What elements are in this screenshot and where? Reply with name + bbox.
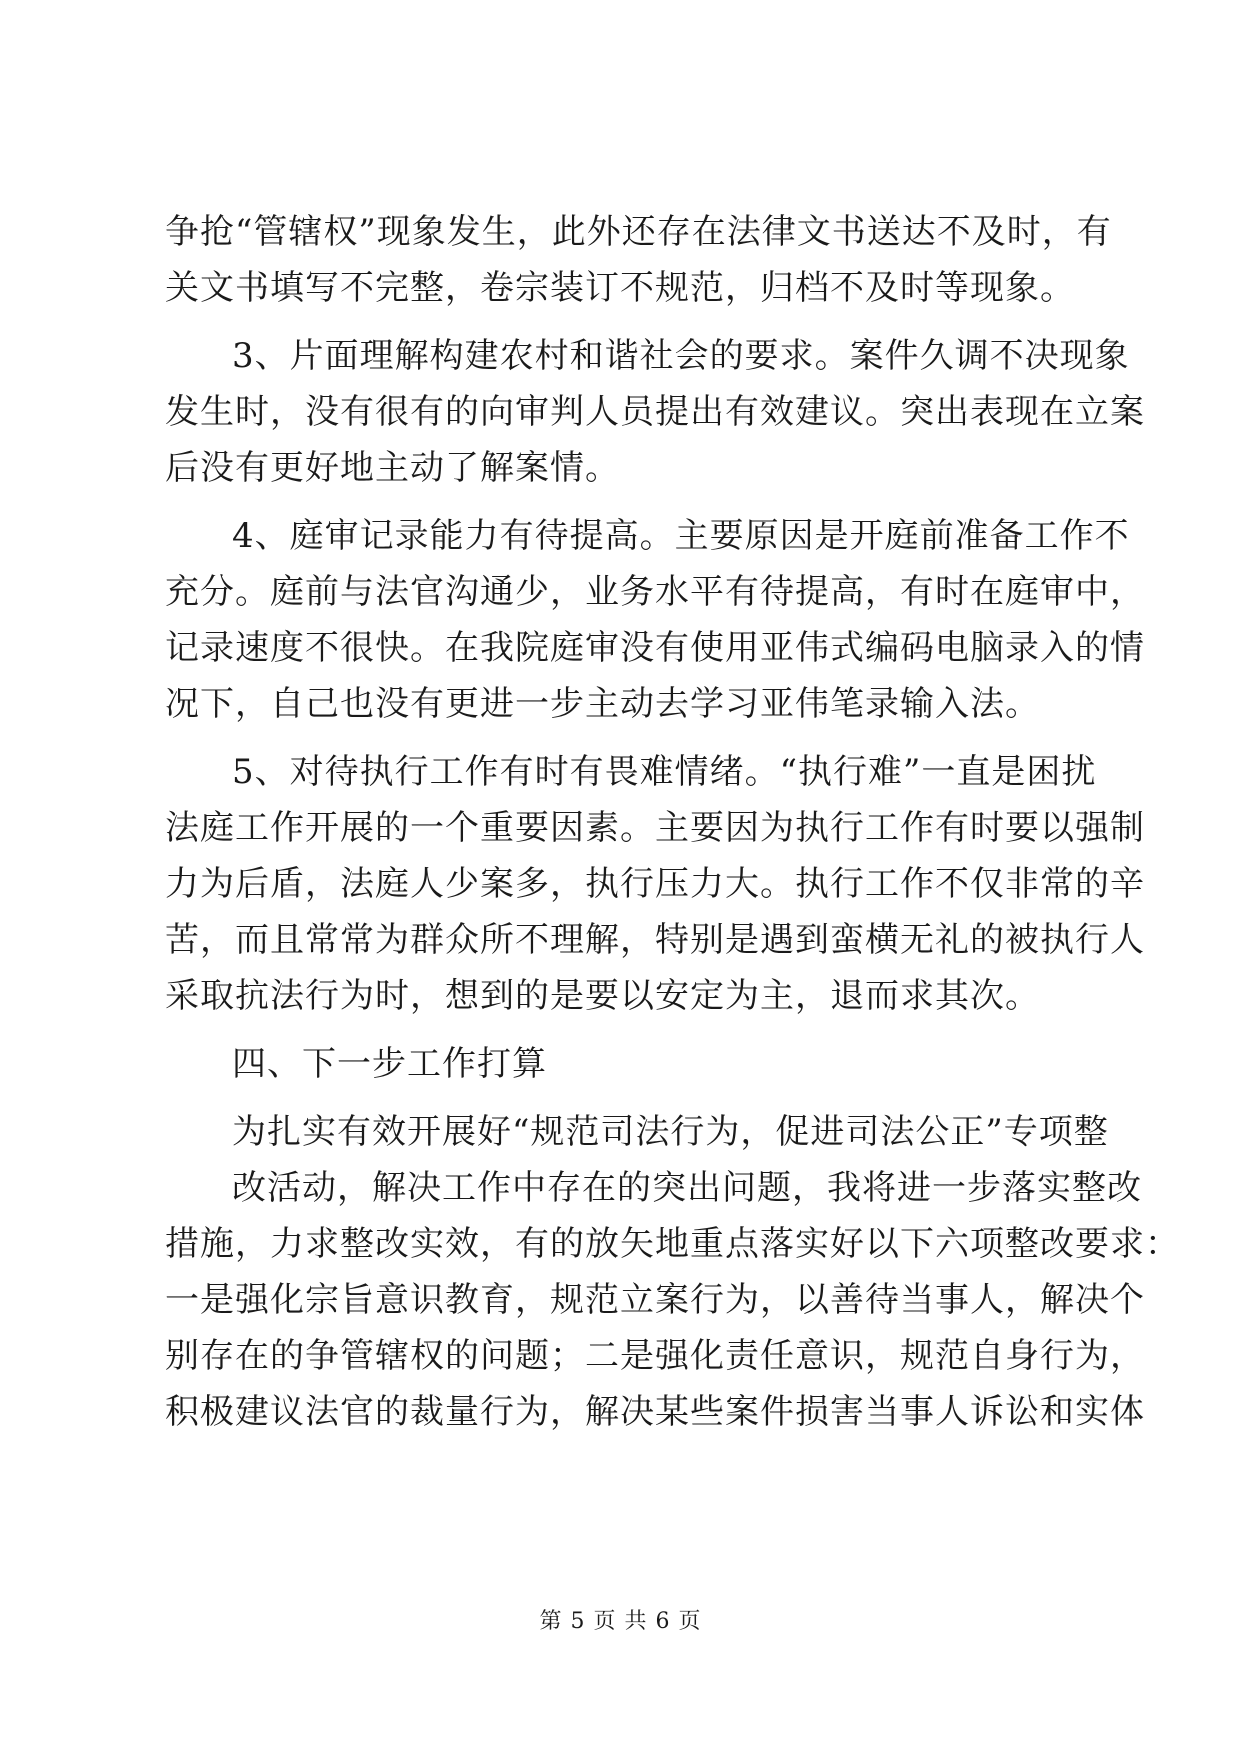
text-line: 发生时，没有很有的向审判人员提出有效建议。突出表现在立案 [165,392,1145,432]
text-line: 为扎实有效开展好“规范司法行为，促进司法公正”专项整 [232,1112,1109,1152]
text-line: 采取抗法行为时，想到的是要以安定为主，退而求其次。 [165,976,1040,1016]
text-line: 充分。庭前与法官沟通少，业务水平有待提高，有时在庭审中， [165,572,1145,612]
text-line: 关文书填写不完整，卷宗装订不规范，归档不及时等现象。 [165,268,1075,308]
text-line: 3、片面理解构建农村和谐社会的要求。案件久调不决现象 [232,336,1130,376]
text-line: 措施，力求整改实效，有的放矢地重点落实好以下六项整改要求： [165,1224,1180,1264]
text-line: 后没有更好地主动了解案情。 [165,448,620,488]
page-number-footer: 第 5 页 共 6 页 [539,1609,702,1634]
text-line: 苦，而且常常为群众所不理解，特别是遇到蛮横无礼的被执行人 [165,920,1145,960]
text-line: 况下，自己也没有更进一步主动去学习亚伟笔录输入法。 [165,684,1040,724]
text-line: 力为后盾，法庭人少案多，执行压力大。执行工作不仅非常的辛 [165,864,1145,904]
text-line: 改活动，解决工作中存在的突出问题，我将进一步落实整改 [232,1168,1142,1208]
text-line: 5、对待执行工作有时有畏难情绪。“执行难”一直是困扰 [232,752,1097,792]
text-line: 4、庭审记录能力有待提高。主要原因是开庭前准备工作不 [232,516,1130,556]
text-line: 别存在的争管辖权的问题；二是强化责任意识，规范自身行为， [165,1336,1145,1376]
text-line: 记录速度不很快。在我院庭审没有使用亚伟式编码电脑录入的情 [165,628,1145,668]
text-line: 积极建议法官的裁量行为，解决某些案件损害当事人诉讼和实体 [165,1392,1145,1432]
text-line: 一是强化宗旨意识教育，规范立案行为，以善待当事人，解决个 [165,1280,1145,1320]
section-heading: 四、下一步工作打算 [232,1044,547,1084]
text-line: 法庭工作开展的一个重要因素。主要因为执行工作有时要以强制 [165,808,1145,848]
text-line: 争抢“管辖权”现象发生，此外还存在法律文书送达不及时，有 [165,212,1112,252]
